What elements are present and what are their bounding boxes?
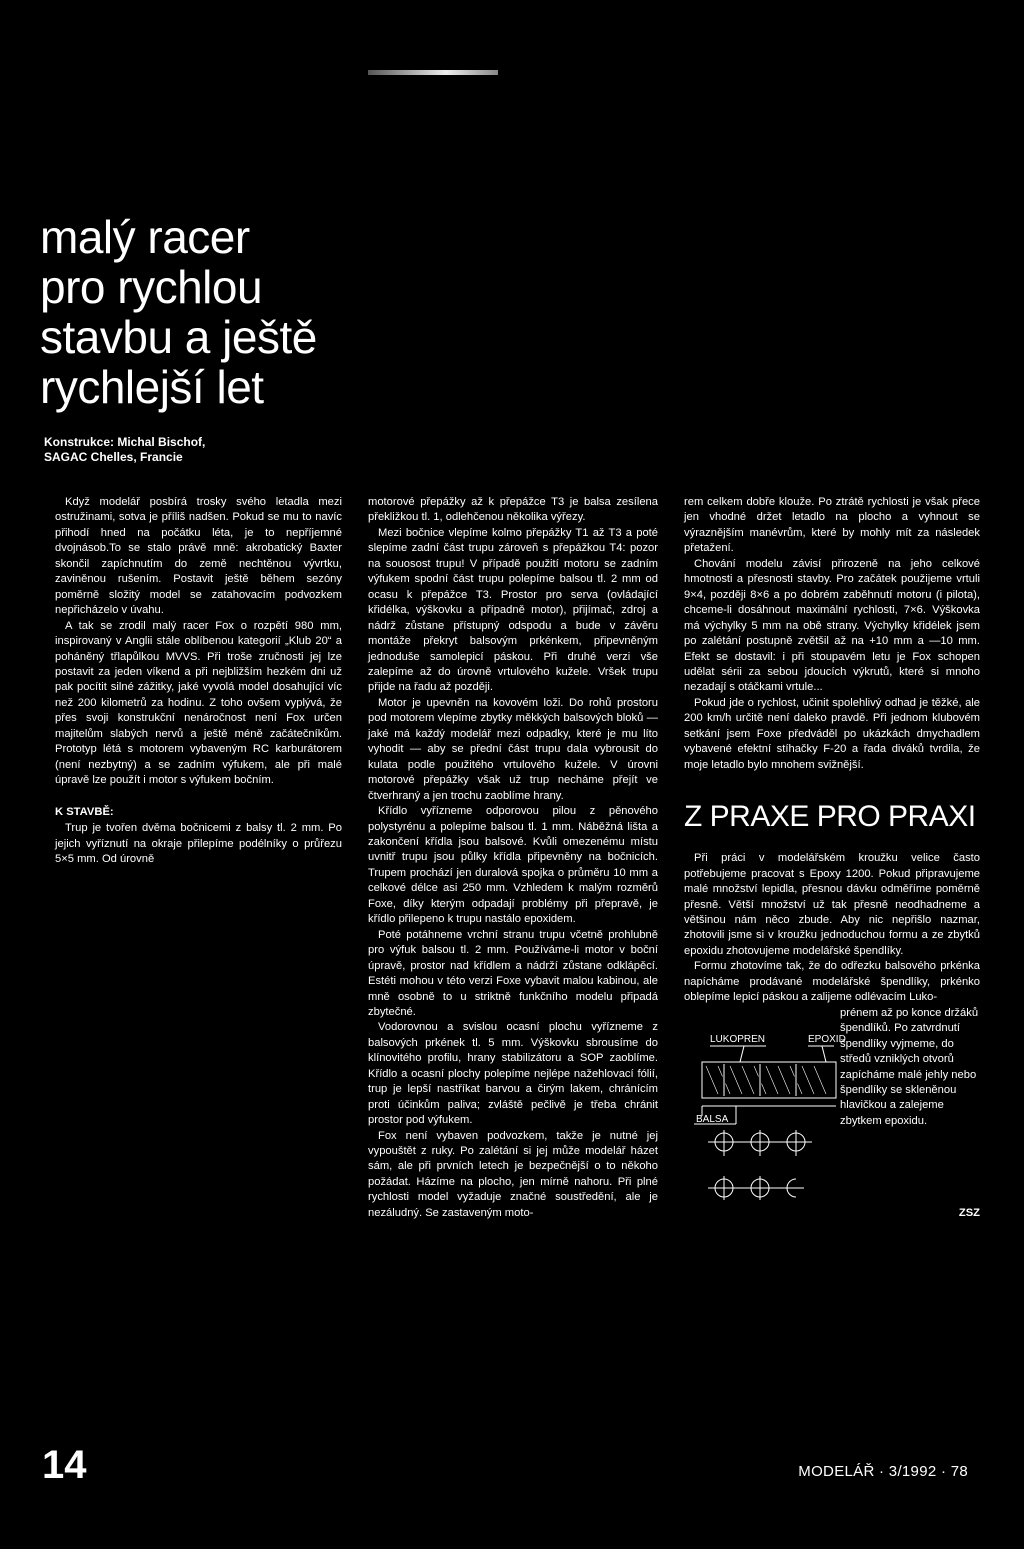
figure-label-epoxid: EPOXID [808,1033,846,1045]
title-line: stavbu a ještě [40,311,317,363]
article-title [40,212,317,412]
paragraph: Mezi bočnice vlepíme kolmo přepážky T1 až T3 a poté slepíme zadní část trupu zároveň s přepážkou T4: pozor na souosost trupu! V případě použití motoru se zadním výfukem spodní část trupu polepíme balsou tl. 2 mm od ocasu k přepážce T3. Prostor pro serva (ovládající křidélka, výškovku a případně motor), přijímač, zdroj a nádrž zůstane přístupný odspodu a bude v závěru montáže překryt balsovým prkénkem, připevněným jednoduše samolepicí páskou. Při druhé verzi vše zalepíme až do úrovně vrtulového kužele. Vršek trupu přijde na řadu až později. [368,526,658,694]
author-credit [44,435,205,465]
credit-line: SAGAC Chelles, Francie [44,450,183,464]
paragraph: Poté potáhneme vrchní stranu trupu včetně prohlubně pro výfuk balsou tl. 2 mm. Používáme-li motor v boční úpravě, prostor nad křídlem a nádrží zůstane odklápěcí. Estéti mohou v této verzi Foxe vybavit malou kabinou, ale mně osobně to u striktně funkčního modelu připadá zbytečné. [368,928,658,1018]
paragraph: Křídlo vyřízneme odporovou pilou z pěnového polystyrénu a polepíme balsou tl. 1 mm. Náběžná lišta a zakončení křídla jsou balsové. Kvůli omezenému místu uvnitř trupu jsou půlky křídla připevněny na bočnicích. Trupem prochází jen duralová spojka o průměru 10 mm a celkové délce asi 250 mm. Vzhledem k malým rozměrů Foxe, díky kterým odpadají problémy při přepravě, je křídlo přilepeno k trupu nastálo epoxidem. [368,805,658,926]
paragraph: Motor je upevněn na kovovém loži. Do rohů prostoru pod motorem vlepíme zbytky měkkých balsových bloků — jaké má každý modelář mezi odpadky, které je mu líto vyhodit — aby se přední část trupu dala vybrousit do kulata podle použitého vrtulového kužele. V úrovni motorové přepážky však už trup necháme přejít ve čtverhraný a jen trochu zaoblíme hrany. [368,696,658,802]
title-line: malý racer [40,211,250,263]
paragraph: Vodorovnou a svislou ocasní plochu vyřízneme z balsových prkének tl. 5 mm. Výškovku sbrousíme do klínovitého profilu, hrany stabilizátoru a SOP zaoblíme. Křídlo a ocasní plochy polepíme nejlépe nažehlovací fólií, trup je lepší nastříkat barvou a čirým lakem, chránícím proti účinkům paliva; zvláště pečlivě je třeba chránit prostor pod výfukem. [368,1021,658,1127]
author-signature: ZSZ [958,1206,980,1219]
paragraph: rem celkem dobře klouže. Po ztrátě rychlosti je však přece jen vhodné držet letadlo na plocho a vyhnout se výraznějším manévrům, které by mohly mít za následek přetažení. [684,496,980,555]
column-1 [55,495,342,867]
paragraph: Formu zhotovíme tak, že do odřezku balsového prkénka napícháme prodávané modelářské špendlíky, prkénko oblepíme lepicí páskou a zalijeme odlévacím Luko- [684,960,980,1004]
section-heading: K STAVBĚ: [55,805,114,818]
paragraph: Pokud jde o rychlost, učinit spolehlivý odhad je těžké, ale 200 km/h určitě není daleko pravdě. Při jednom klubovém setkání jsem Foxe předváděl po ukázkách dmychadlem vybavené efektní stíhačky F-20 a řada diváků tvrdila, že moje letadlo bylo mnohem svižnější. [684,696,980,771]
title-line: pro rychlou [40,261,263,313]
figure-label-lukopren: LUKOPREN [710,1033,766,1045]
paragraph: Při práci v modelářském kroužku velice často potřebujeme pracovat s Epoxy 1200. Pokud připravujeme malé množství lepidla, přesnou dávku odměříme poměrně přesně. Větší množství už tak přesně neodhadneme a většinou nám něco zbude. Aby nic nepřišlo nazmar, zhotovili jsme si v kroužku jednoduchou formu a ze zbytků epoxidu zhotovujeme modelářské špendlíky. [684,852,980,957]
figure-wrap [684,1006,980,1206]
figure-label-balsa: BALSA [696,1113,729,1125]
paragraph-wrapped: prénem až po konce držáků špendlíků. Po zatvrdnutí špendlíky vyjmeme, do středů vzniklých otvorů zapícháme malé jehly nebo špendlíky se skleněnou hlavičkou a zalejeme zbytkem epoxidu. [840,1006,979,1127]
footer-issue: MODELÁŘ · 3/1992 · 78 [798,1463,968,1480]
paragraph: Trup je tvořen dvěma bočnicemi z balsy tl. 2 mm. Po jejich vyříznutí na okraje přilepíme podélníky o průřezu 5×5 mm. Od úrovně [55,822,342,865]
title-line: rychlejší let [40,361,264,413]
page-number: 14 [42,1443,87,1487]
paragraph: Když modelář posbírá trosky svého letadla mezi ostružinami, sotva je příliš nadšen. Pokud se mu to navíc přihodí hned na počátku léta, je to nepříjemné dvojnásob.To se stalo právě mně: akrobatický Baxter skončil zapíchnutím do země nechtěnou vývrtku, zaviněnou rušením. Postavit ještě během sezóny poměrně složitý model se zatahovacím podvozkem nepřicházelo v úvahu. [55,496,342,617]
section-heading-praxe: Z PRAXE PRO PRAXI [684,800,976,834]
credit-line: Konstrukce: Michal Bischof, [44,435,206,449]
paragraph: A tak se zrodil malý racer Fox o rozpětí 980 mm, inspirovaný v Anglii stále oblíbenou kategorií „Klub 20“ a poháněný třlapůlkou MVVS. Při troše zručnosti jej lze postavit za jeden víkend a při nejbližším hezkém dni už pak pocítit silné zážitky, jaké vyvolá model dosahující víc než 200 kilometrů za hodinu. Z toho ovšem vyplývá, že přes svoji konstrukční nenáročnost není Fox určen majitelům slabých nervů a ještě méně začátečníkům. Prototyp létá s motorem vybaveným RC karburátorem (není nezbytný) a se zadním výfukem, ale při malé úpravě lze použít i motor s výfukem bočním. [55,619,342,787]
column-3 [684,495,980,1221]
paragraph: motorové přepážky až k přepážce T3 je balsa zesílena překližkou tl. 1, odlehčenou několika výřezy. [368,496,658,524]
paragraph: Fox není vybaven podvozkem, takže je nutné jej vypouštět z ruky. Po zalétání si jej může modelář házet sám, ale při prvních letech je bezpečnější o to někoho požádat. Házíme na plocho, jen mírně nahoru. Při plné rychlosti model vyžaduje značné soustředění, ale je nezáludný. Se zastaveným moto- [368,1129,658,1219]
paragraph: Chování modelu závisí přirozeně na jeho celkové hmotnosti a přesnosti stavby. Pro začátek použijeme vrtuli 9×4, později 8×6 a po dobrém zaběhnutí motoru (i pilota), chceme-li dosáhnout maximální rychlosti, 7×6. Výškovka má výchylky 5 mm na obě strany. Výchylky křidélek jsem po zalétání postupně zvětšil až na +10 mm a —10 mm. Efekt se dostavil: i při stoupavém letu je Fox schopen udělat sérii za sebou jdoucích výkrutů, které si mnoho nezadají s otáčkami vrtule... [684,557,980,694]
mold-diagram [684,1006,846,1206]
scan-artifact [368,70,498,75]
column-2 [368,495,658,1221]
